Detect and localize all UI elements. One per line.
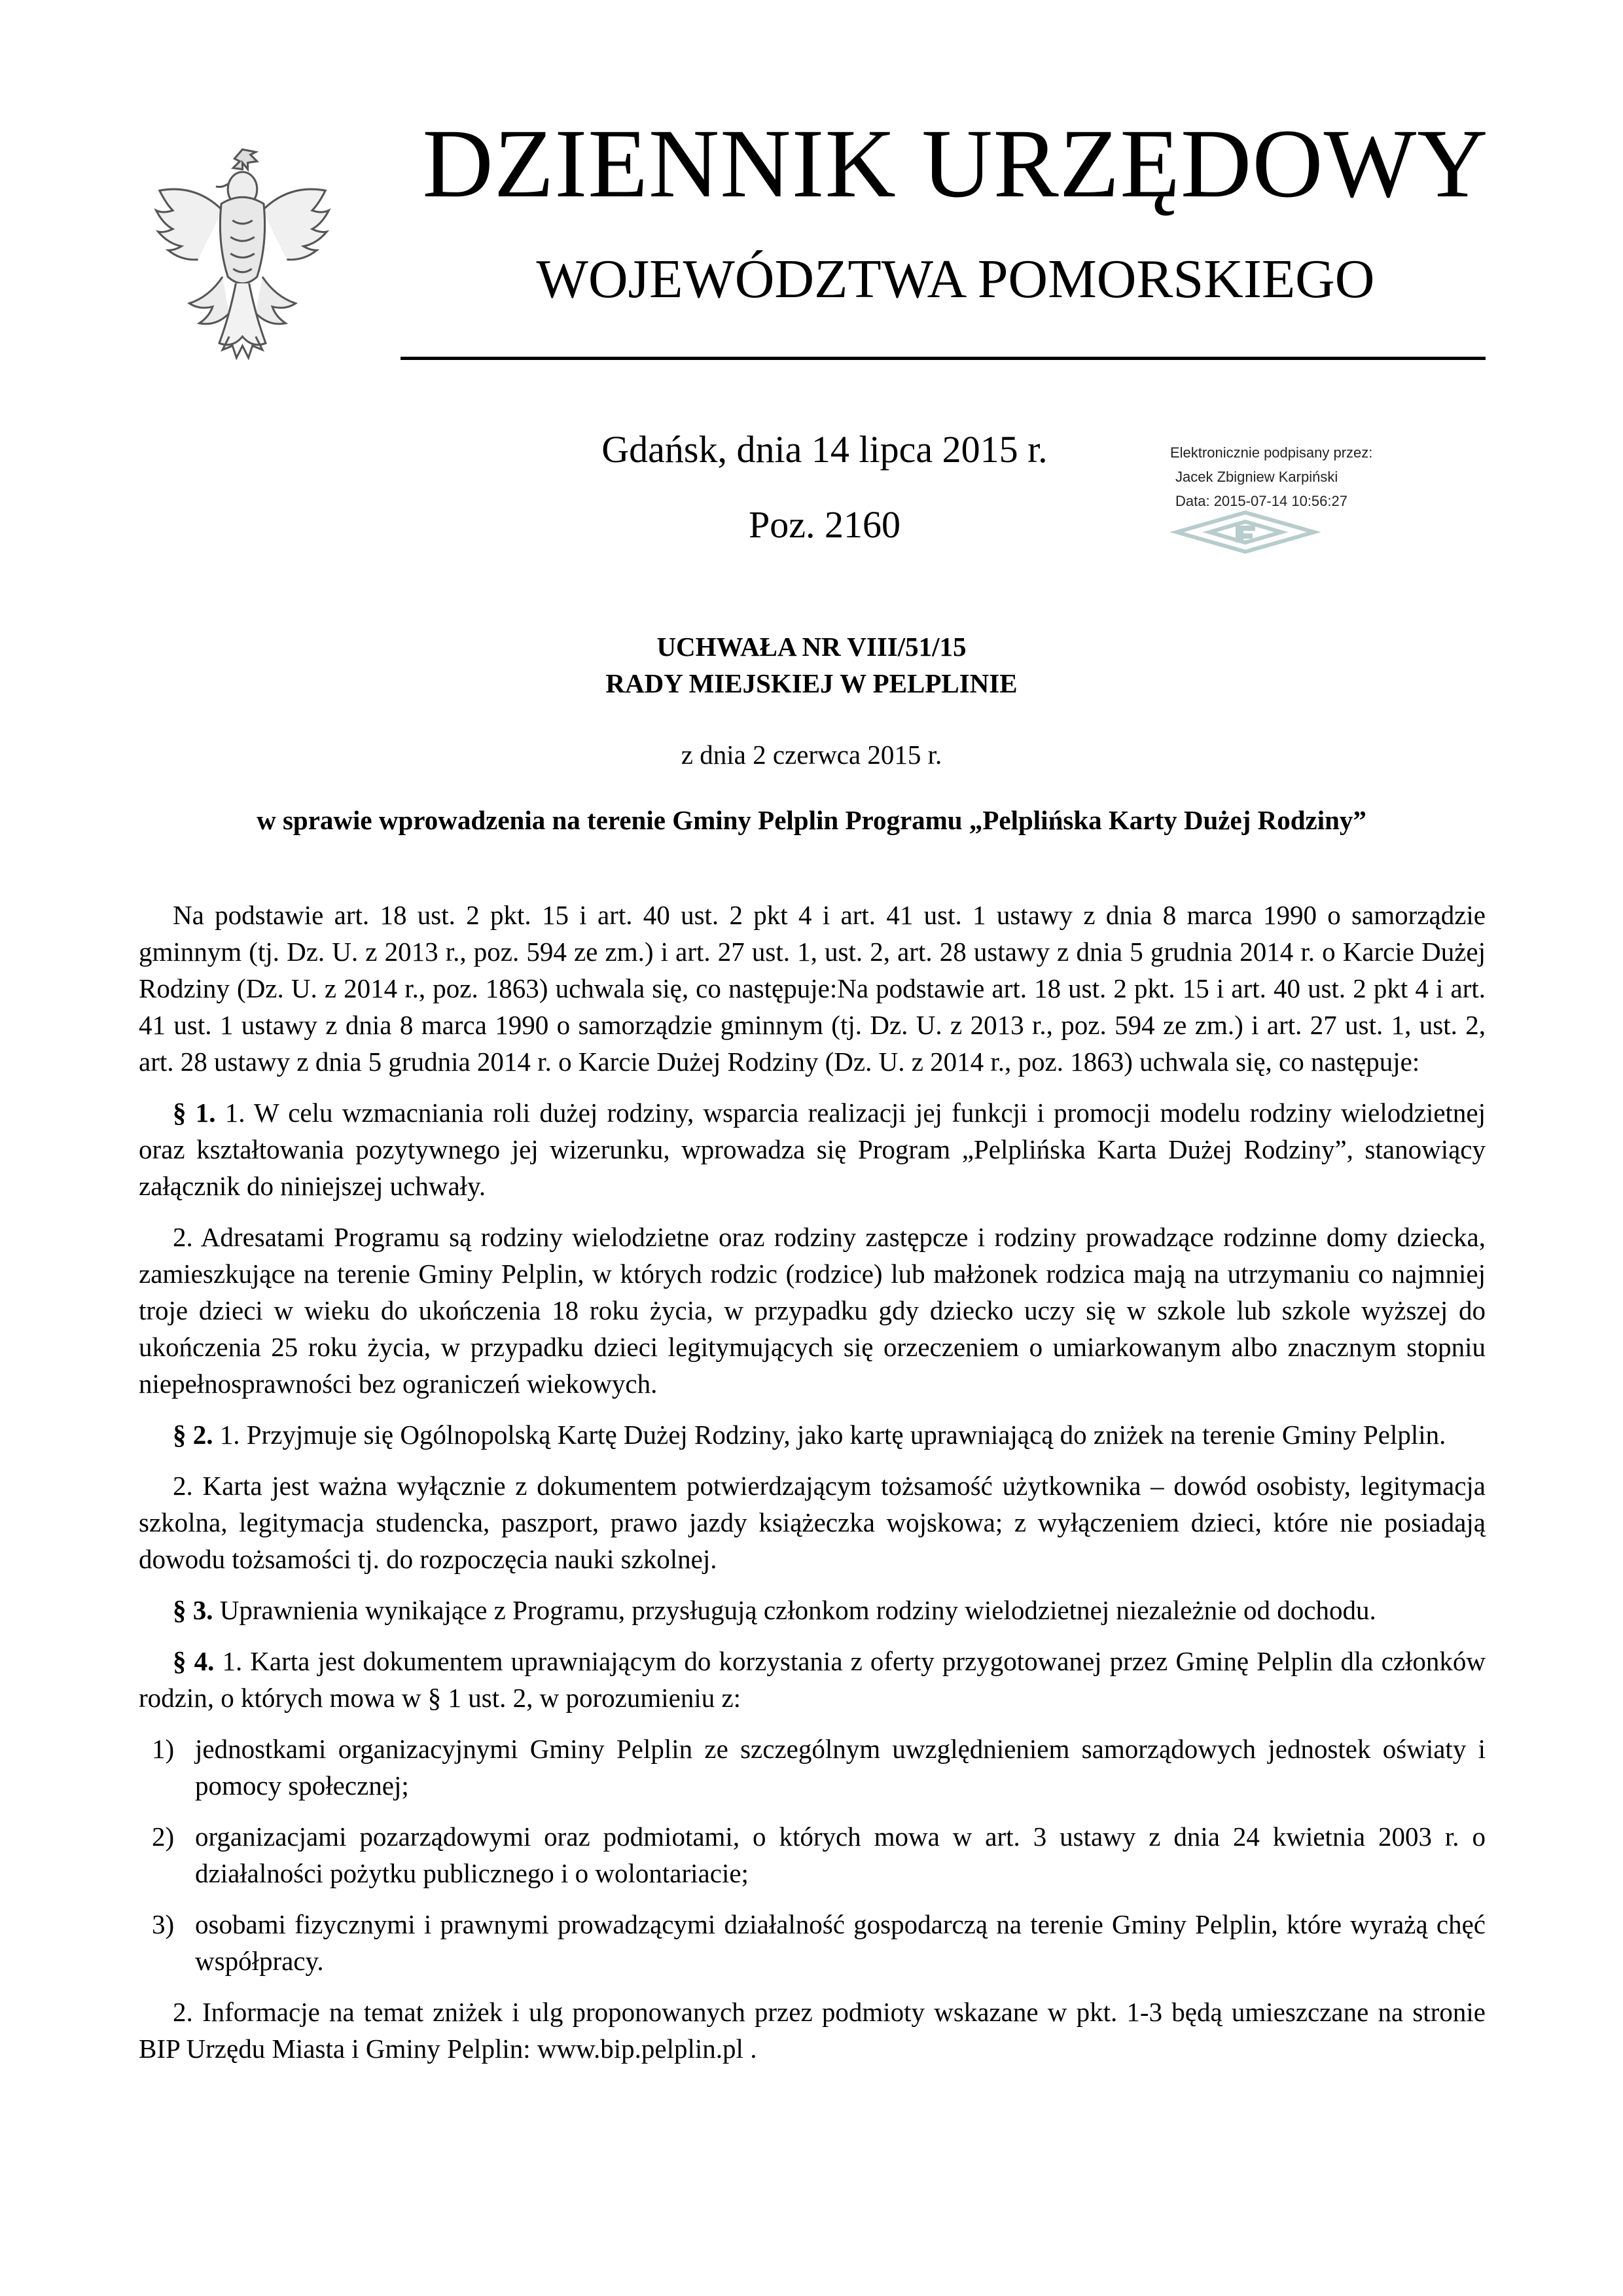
resolution-council: RADY MIEJSKIEJ W PELPLINIE bbox=[605, 668, 1018, 698]
eagle-emblem-icon bbox=[143, 137, 342, 376]
list-item-text: osobami fizycznymi i prawnymi prowadzącymi działalność gospodarczą na terenie Gminy Pelplin, które wyrażą chęć współpracy. bbox=[195, 1909, 1486, 1976]
resolution-date: z dnia 2 czerwca 2015 r. bbox=[681, 740, 942, 770]
list-item-text: jednostkami organizacyjnymi Gminy Pelplin ze szczególnym uwzględnieniem samorządowych jednostek oświaty i pomocy społecznej; bbox=[195, 1734, 1486, 1801]
section-3-paragraph bbox=[139, 1592, 1486, 1628]
masthead-subtitle: WOJEWÓDZTWA POMORSKIEGO bbox=[536, 249, 1375, 310]
publication-position: Poz. 2160 bbox=[749, 503, 901, 546]
electronic-signature bbox=[1170, 440, 1445, 513]
section-2-text-1: 1. Przyjmuje się Ogólnopolską Kartę Dużej Rodziny, jako kartę uprawniającą do zniżek na terenie Gminy Pelplin. bbox=[219, 1420, 1446, 1450]
section-4-number: § 4. bbox=[173, 1646, 215, 1676]
signature-signer: Jacek Zbigniew Karpiński bbox=[1175, 469, 1338, 485]
signature-seal-icon bbox=[1170, 509, 1321, 556]
resolution-body bbox=[139, 897, 1486, 2081]
masthead-divider bbox=[401, 357, 1486, 360]
section-4-paragraph-1 bbox=[139, 1643, 1486, 1716]
list-item-marker: 3) bbox=[152, 1909, 175, 1939]
resolution-title bbox=[131, 628, 1492, 702]
section-4-paragraph-2: 2. Informacje na temat zniżek i ulg proponowanych przez podmioty wskazane w pkt. 1-3 będą umieszczane na stronie BIP Urzędu Miasta i Gminy Pelplin: www.bip.pelplin.pl . bbox=[139, 1997, 1486, 2064]
section-1-number: § 1. bbox=[173, 1098, 216, 1128]
masthead-title: DZIENNIK URZĘDOWY bbox=[422, 109, 1489, 218]
resolution-subject: w sprawie wprowadzenia na terenie Gminy Pelplin Programu „Pelplińska Karty Dużej Rodziny” bbox=[257, 805, 1366, 835]
list-item-marker: 1) bbox=[152, 1734, 175, 1764]
list-item bbox=[139, 1818, 1486, 1892]
section-1-text-1: 1. W celu wzmacniania roli dużej rodziny, wsparcia realizacji jej funkcji i promocji modelu rodziny wielodzietnej oraz kształtowania pozytywnego jej wizerunku, wprowadza się Program „Pelplińska Karta Dużej Rodziny”, stanowiący załącznik do niniejszej uchwały. bbox=[139, 1098, 1486, 1201]
section-4-list bbox=[139, 1731, 1486, 1979]
section-3-number: § 3. bbox=[173, 1595, 213, 1625]
section-2-paragraph-1 bbox=[139, 1416, 1486, 1453]
section-4-text-1: 1. Karta jest dokumentem uprawniającym do korzystania z oferty przygotowanej przez Gminę Pelplin dla członków rodzin, o których mowa w § 1 ust. 2, w porozumieniu z: bbox=[139, 1646, 1486, 1713]
section-1-paragraph-2: 2. Adresatami Programu są rodziny wielodzietne oraz rodziny zastępcze i rodziny prowadzące rodzinne domy dziecka, zamieszkujące na terenie Gminy Pelplin, w których rodzic (rodzice) lub małżonek rodzica mają na utrzymaniu co najmniej troje dzieci w wieku do ukończenia 18 roku życia, w przypadku gdy dziecko uczy się w szkole lub szkole wyższej do ukończenia 25 roku życia, w przypadku dzieci legitymujących się orzeczeniem o umiarkowanym albo znacznym stopniu niepełnosprawności bez ograniczeń wiekowych. bbox=[139, 1222, 1486, 1399]
signature-date: Data: 2015-07-14 10:56:27 bbox=[1175, 493, 1347, 509]
section-2-number: § 2. bbox=[173, 1420, 213, 1450]
publication-place-date: Gdańsk, dnia 14 lipca 2015 r. bbox=[601, 428, 1048, 471]
section-3-text: Uprawnienia wynikające z Programu, przysługują członkom rodziny wielodzietnej niezależnie od dochodu. bbox=[219, 1595, 1376, 1625]
signature-label: Elektronicznie podpisany przez: bbox=[1170, 444, 1373, 461]
preamble-paragraph: Na podstawie art. 18 ust. 2 pkt. 15 i art. 40 ust. 2 pkt 4 i art. 41 ust. 1 ustawy z dnia 8 marca 1990 o samorządzie gminnym (tj. Dz. U. z 2013 r., poz. 594 ze zm.) i art. 27 ust. 1, ust. 2, art. 28 ustawy z dnia 5 grudnia 2014 r. o Karcie Dużej Rodziny (Dz. U. z 2014 r., poz. 1863) uchwala się, co następuje:Na podstawie art. 18 ust. 2 pkt. 15 i art. 40 ust. 2 pkt 4 i art. 41 ust. 1 ustawy z dnia 8 marca 1990 o samorządzie gminnym (tj. Dz. U. z 2013 r., poz. 594 ze zm.) i art. 27 ust. 1, ust. 2, art. 28 ustawy z dnia 5 grudnia 2014 r. o Karcie Dużej Rodziny (Dz. U. z 2014 r., poz. 1863) uchwala się, co następuje: bbox=[139, 900, 1486, 1077]
resolution-number: UCHWAŁA NR VIII/51/15 bbox=[656, 632, 967, 662]
list-item bbox=[139, 1906, 1486, 1979]
section-1-paragraph-1 bbox=[139, 1094, 1486, 1204]
list-item-marker: 2) bbox=[152, 1821, 175, 1852]
list-item-text: organizacjami pozarządowymi oraz podmiotami, o których mowa w art. 3 ustawy z dnia 24 kwietnia 2003 r. o działalności pożytku publicznego i o wolontariacie; bbox=[195, 1821, 1486, 1888]
section-2-paragraph-2: 2. Karta jest ważna wyłącznie z dokumentem potwierdzającym tożsamość użytkownika – dowód osobisty, legitymacja szkolna, legitymacja studencka, paszport, prawo jazdy książeczka wojskowa; z wyłączeniem dzieci, które nie posiadają dowodu tożsamości tj. do rozpoczęcia nauki szkolnej. bbox=[139, 1471, 1486, 1574]
list-item bbox=[139, 1731, 1486, 1804]
